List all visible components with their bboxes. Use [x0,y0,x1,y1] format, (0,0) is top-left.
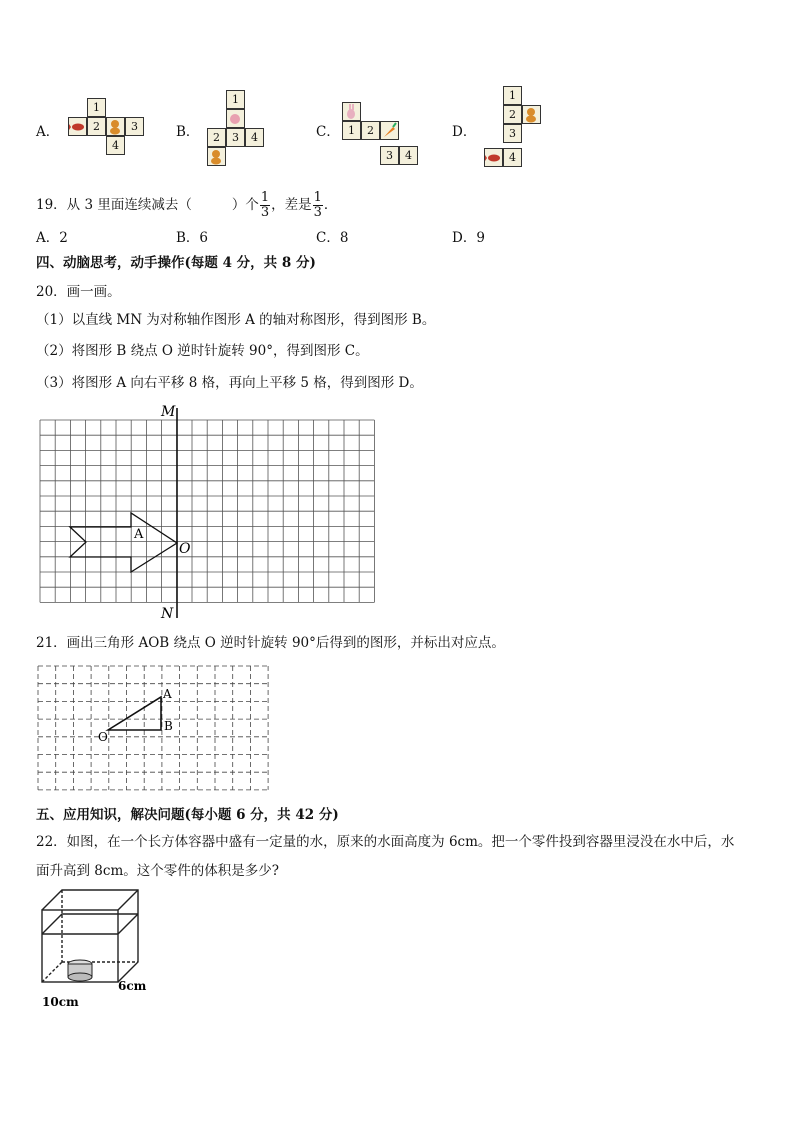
q18-a-cell-1: 1 [87,98,106,117]
q18-a-cell-3: 3 [125,117,144,136]
section-5-title: 五、应用知识，解决问题(每小题 6 分，共 42 分) [36,807,339,823]
q20-item-1: （1）以直线 MN 为对称轴作图形 A 的轴对称图形，得到图形 B。 [36,312,436,328]
cat-icon [207,147,226,166]
q18-b-cell-2: 2 [207,128,226,147]
q18-c-cell-1: 1 [342,121,361,140]
fish-icon [484,148,503,167]
q19-prefix: 19．从 3 里面连续减去（ [36,197,192,213]
q20-grid-figure [30,400,390,622]
q19-option-b: B．6 [176,230,209,246]
label-n: N [161,606,174,622]
triangle-aob [108,697,161,730]
q22-line-2: 面升高到 8cm。这个零件的体积是多少? [36,863,279,879]
q18-c-cell-2: 2 [361,121,380,140]
q20-item-2: （2）将图形 B 绕点 O 逆时针旋转 90°，得到图形 C。 [36,343,369,359]
q19-question [36,191,337,220]
q18-option-c-label: C． [316,124,340,140]
label-b: B [164,719,173,733]
q18-d-cell-2: 2 [503,105,522,124]
q18-option-a-net [68,96,158,156]
part-object [68,960,92,981]
label-a: A [134,527,144,542]
q19-option-d: D．9 [452,230,485,246]
label-m: M [161,404,176,420]
label-o: O [98,730,108,744]
q20-title: 20．画一画。 [36,284,121,300]
q18-b-cell-3: 3 [226,128,245,147]
q18-b-cell-4: 4 [245,128,264,147]
q18-a-cell-2: 2 [87,117,106,136]
q22-line-1: 22．如图，在一个长方体容器中盛有一定量的水，原来的水面高度为 6cm。把一个零件投到容器里浸没在水中后，水 [36,834,735,850]
q19-end: ． [323,197,338,213]
q18-b-cell-1: 1 [226,90,245,109]
cat-icon [522,105,541,124]
q18-c-cell-3: 3 [380,146,399,165]
q21-title: 21．画出三角形 AOB 绕点 O 逆时针旋转 90°后得到的图形，并标出对应点。 [36,635,505,651]
q20-item-3: （3）将图形 A 向右平移 8 格，再向上平移 5 格，得到图形 D。 [36,375,423,391]
q18-d-cell-1: 1 [503,86,522,105]
q18-option-a-label: A． [36,124,60,140]
shape-a [70,513,177,572]
rabbit-icon [342,102,361,121]
q19-option-c: C．8 [316,230,349,246]
q21-grid [38,666,268,790]
q18-option-d-label: D． [452,124,477,140]
q18-a-cell-4: 4 [106,136,125,155]
q18-d-cell-4: 4 [503,148,522,167]
cat-icon [106,117,125,136]
peach-icon [226,109,245,128]
q18-option-b-label: B． [176,124,200,140]
q18-option-c-net [342,102,432,166]
carrot-icon [380,121,399,140]
q20-grid [40,420,374,602]
q18-option-b-net [205,90,285,172]
q19-mid: ）个 [231,197,259,213]
q19-suffix: ，差是 [271,197,312,213]
label-a: A [163,687,172,701]
q21-grid-figure [34,662,270,796]
q22-container-figure [34,886,164,1012]
q19-fraction-1: $\frac{1}{3}$ [260,190,270,220]
label-o: O [179,541,191,557]
q19-option-a: A．2 [36,230,68,246]
q18-d-cell-3: 3 [503,124,522,143]
q18-option-d-net [482,86,552,172]
q18-c-cell-4: 4 [399,146,418,165]
section-4-title: 四、动脑思考，动手操作(每题 4 分，共 8 分) [36,255,316,271]
label-width: 10cm [42,995,79,1009]
label-depth: 6cm [118,979,147,993]
fish-icon [68,117,87,136]
q19-fraction-2: $\frac{1}{3}$ [313,190,322,220]
